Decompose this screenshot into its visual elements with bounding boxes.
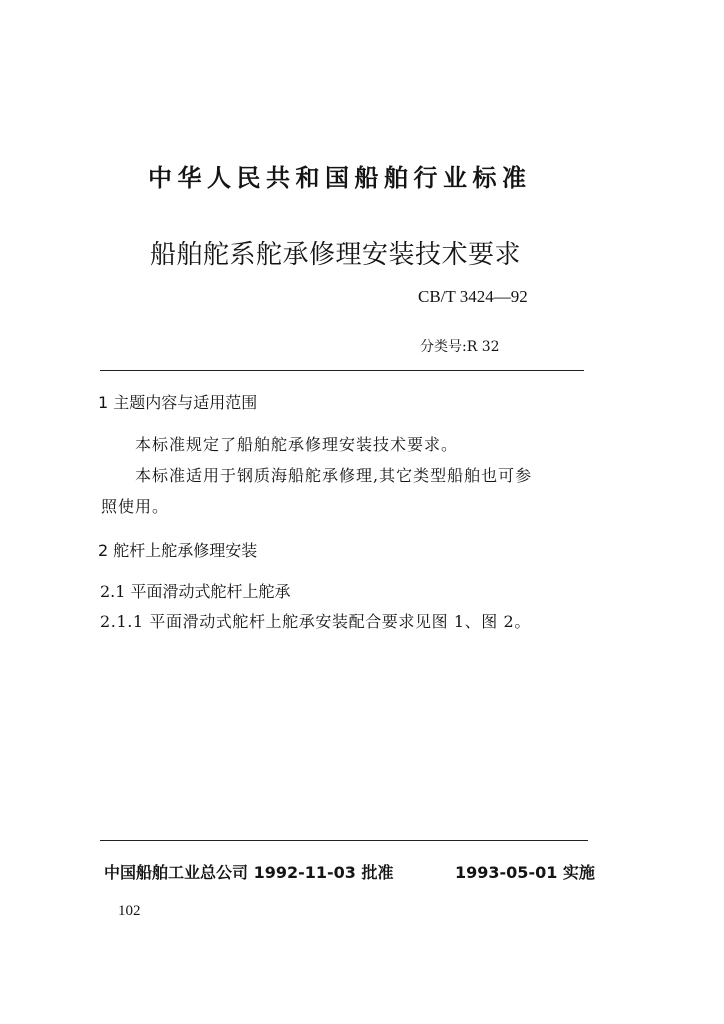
section-2-1-heading: 2.1 平面滑动式舵杆上舵承 — [100, 582, 291, 601]
classification-code: 分类号:R 32 — [420, 339, 500, 355]
approval-statement: 中国船舶工业总公司 1992-11-03 批准 — [104, 863, 394, 882]
section-1-paragraph-2-line-1: 本标准适用于钢质海船舵承修理,其它类型船舶也可参 — [135, 466, 533, 485]
header-divider — [100, 370, 584, 371]
footer-divider — [100, 840, 588, 841]
section-2-1-1-text: 2.1.1 平面滑动式舵杆上舵承安装配合要求见图 1、图 2。 — [100, 612, 531, 631]
section-1-heading: 1 主题内容与适用范围 — [98, 393, 258, 412]
section-1-paragraph-1: 本标准规定了船舶舵承修理安装技术要求。 — [135, 435, 459, 454]
document-title: 船舶舵系舵承修理安装技术要求 — [150, 240, 522, 270]
standard-number: CB/T 3424—92 — [418, 287, 528, 306]
standard-category-title: 中华人民共和国船舶行业标准 — [148, 164, 532, 192]
effective-date: 1993-05-01 实施 — [455, 863, 595, 882]
section-1-paragraph-2-line-2: 照使用。 — [101, 497, 170, 516]
section-2-heading: 2 舵杆上舵承修理安装 — [98, 541, 258, 560]
page-number: 102 — [118, 903, 141, 919]
